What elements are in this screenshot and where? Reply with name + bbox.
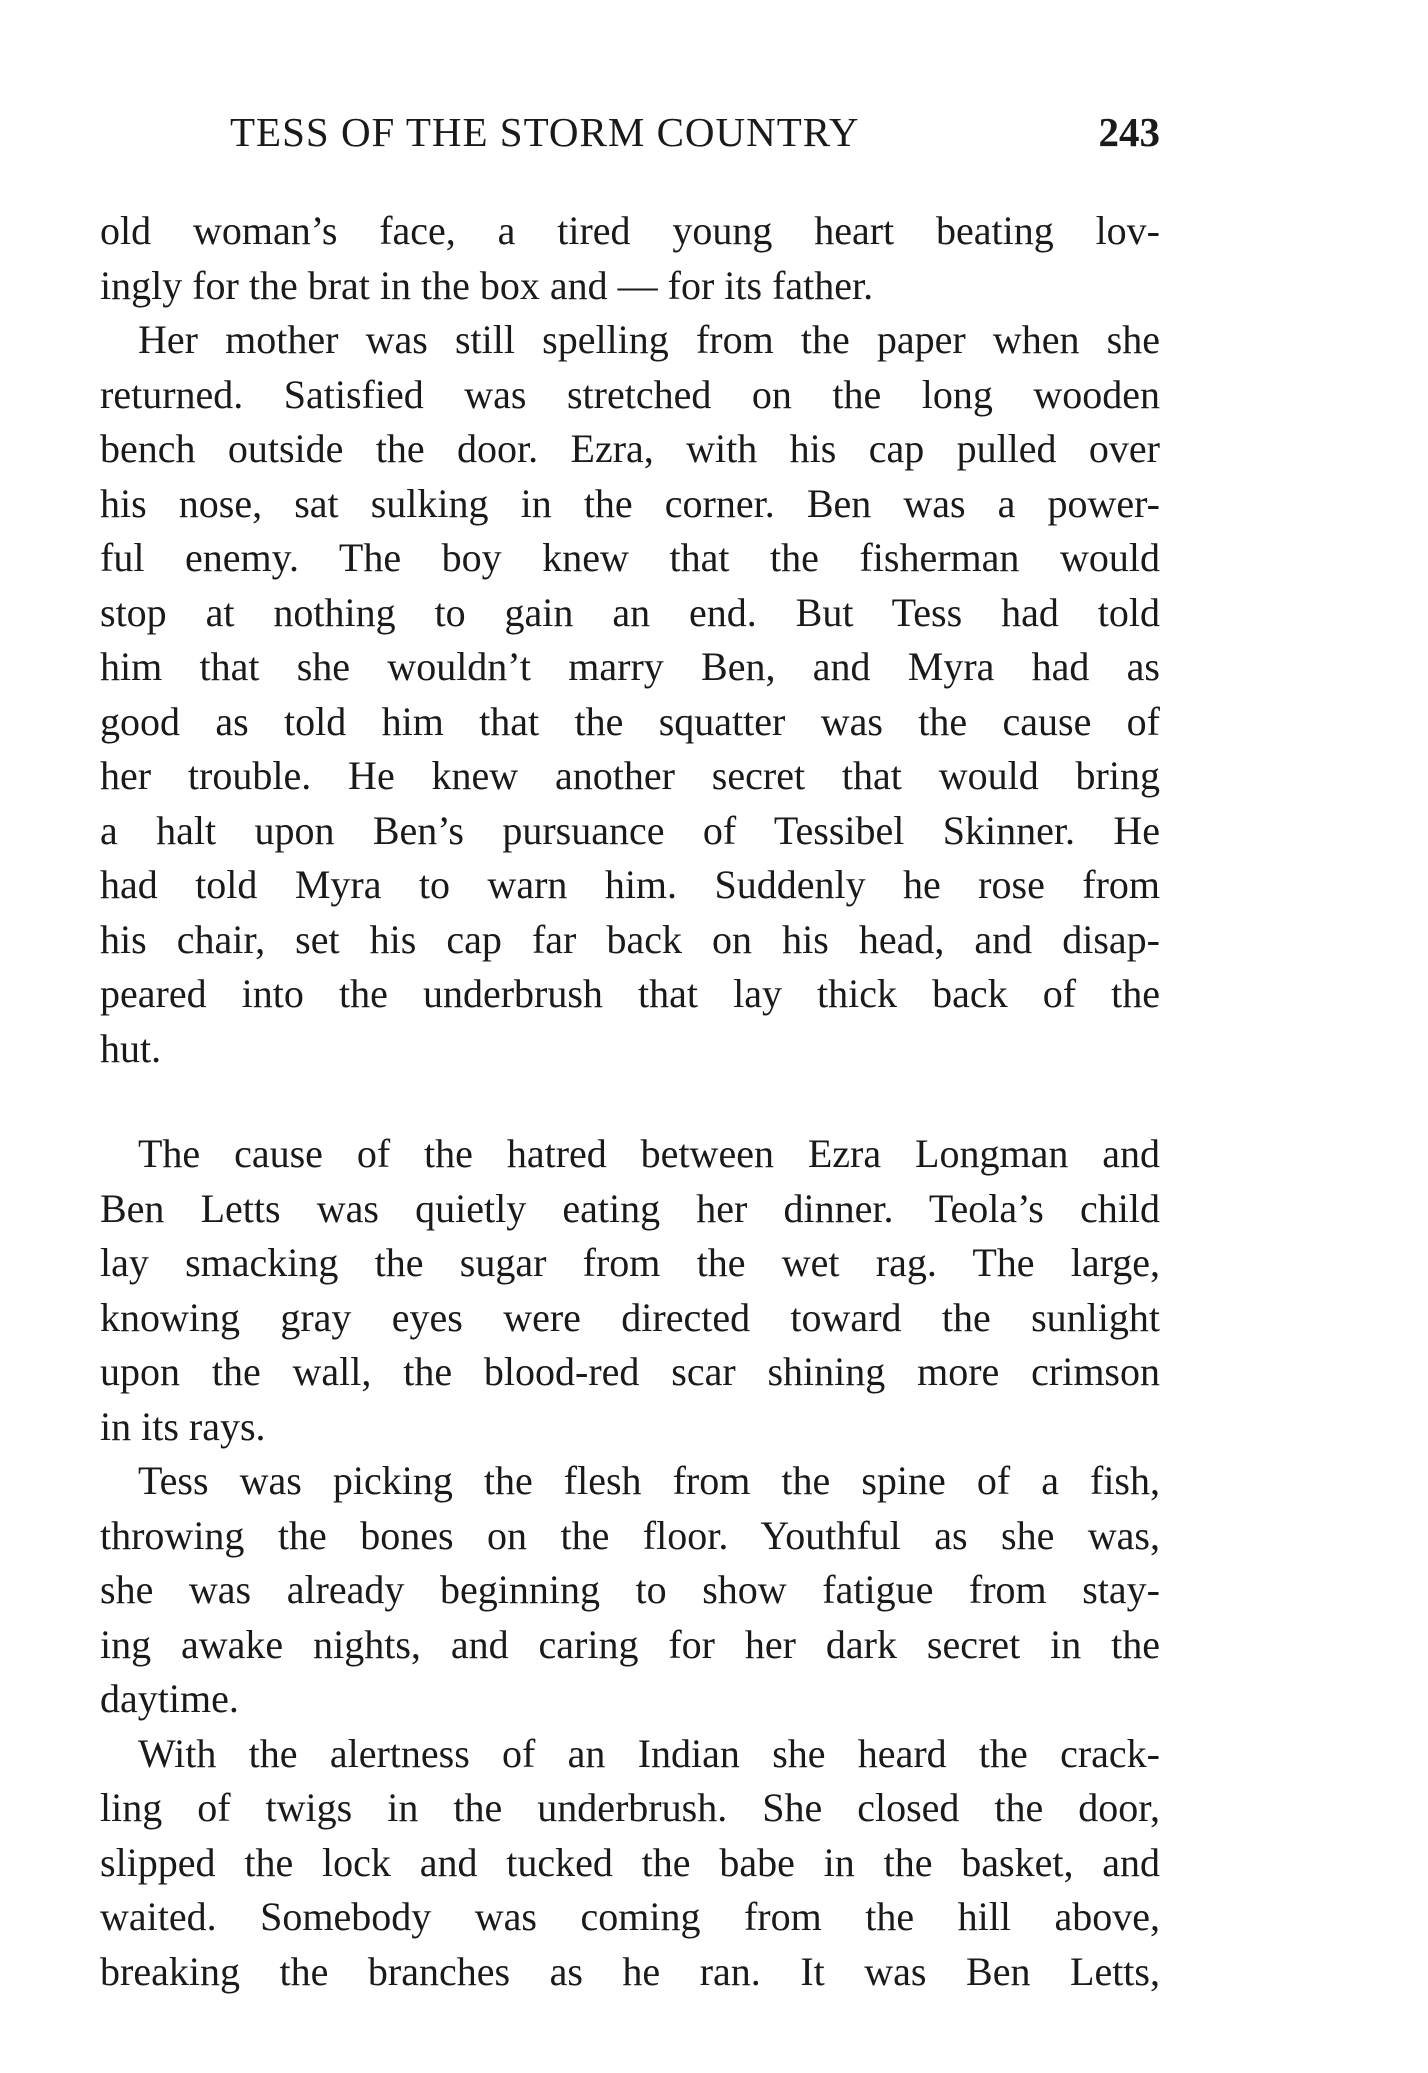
text-line: daytime.: [100, 1676, 239, 1721]
running-title: TESS OF THE STORM COUNTRY: [230, 109, 860, 155]
text-line: With the alertness of an Indian she heard the crack-: [138, 1730, 1160, 1776]
text-line: her trouble. He knew another secret that would bring: [100, 753, 1160, 798]
text-line: breaking the branches as he ran. It was Ben Letts,: [100, 1948, 1160, 1994]
text-line: in its rays.: [100, 1403, 266, 1449]
text-line: slipped the lock and tucked the babe in the basket, and: [100, 1839, 1160, 1885]
running-header: [100, 108, 1160, 168]
text-line: Tess was picking the flesh from the spine of a fish,: [138, 1458, 1160, 1503]
text-line: hut.: [100, 1025, 162, 1071]
text-line: his chair, set his cap far back on his head, and disap-: [100, 916, 1160, 962]
text-line: Ben Letts was quietly eating her dinner. Teola’s child: [100, 1185, 1160, 1231]
section-1-text: [100, 204, 1160, 1076]
text-line: ful enemy. The boy knew that the fisherman would: [100, 535, 1160, 580]
text-line: ling of twigs in the underbrush. She closed the door,: [100, 1785, 1160, 1830]
page-number: 243: [1098, 109, 1160, 155]
text-line: The cause of the hatred between Ezra Longman and: [138, 1131, 1160, 1176]
text-line: peared into the underbrush that lay thick back of the: [100, 971, 1160, 1016]
text-line: ingly for the brat in the box and — for its father.: [100, 262, 874, 308]
text-line: stop at nothing to gain an end. But Tess had told: [100, 589, 1160, 635]
text-line: good as told him that the squatter was the cause of: [100, 698, 1160, 744]
text-line: his nose, sat sulking in the corner. Ben was a power-: [100, 480, 1160, 526]
text-line: Her mother was still spelling from the paper when she: [138, 317, 1160, 362]
text-line: a halt upon Ben’s pursuance of Tessibel Skinner. He: [100, 807, 1160, 853]
text-line: old woman’s face, a tired young heart beating lov-: [100, 208, 1160, 253]
text-line: she was already beginning to show fatigue from stay-: [100, 1567, 1160, 1612]
text-line: bench outside the door. Ezra, with his cap pulled over: [100, 426, 1160, 471]
text-line: knowing gray eyes were directed toward the sunlight: [100, 1294, 1160, 1340]
text-line: returned. Satisfied was stretched on the long wooden: [100, 371, 1160, 417]
text-line: ing awake nights, and caring for her dark secret in the: [100, 1621, 1160, 1667]
text-line: lay smacking the sugar from the wet rag. The large,: [100, 1240, 1160, 1285]
text-line: him that she wouldn’t marry Ben, and Myra had as: [100, 644, 1160, 689]
section-2-text: [100, 1127, 1160, 1999]
text-line: upon the wall, the blood-red scar shining more crimson: [100, 1349, 1160, 1394]
text-line: throwing the bones on the floor. Youthful as she was,: [100, 1512, 1160, 1558]
text-line: had told Myra to warn him. Suddenly he rose from: [100, 862, 1160, 907]
text-line: waited. Somebody was coming from the hill above,: [100, 1894, 1160, 1939]
